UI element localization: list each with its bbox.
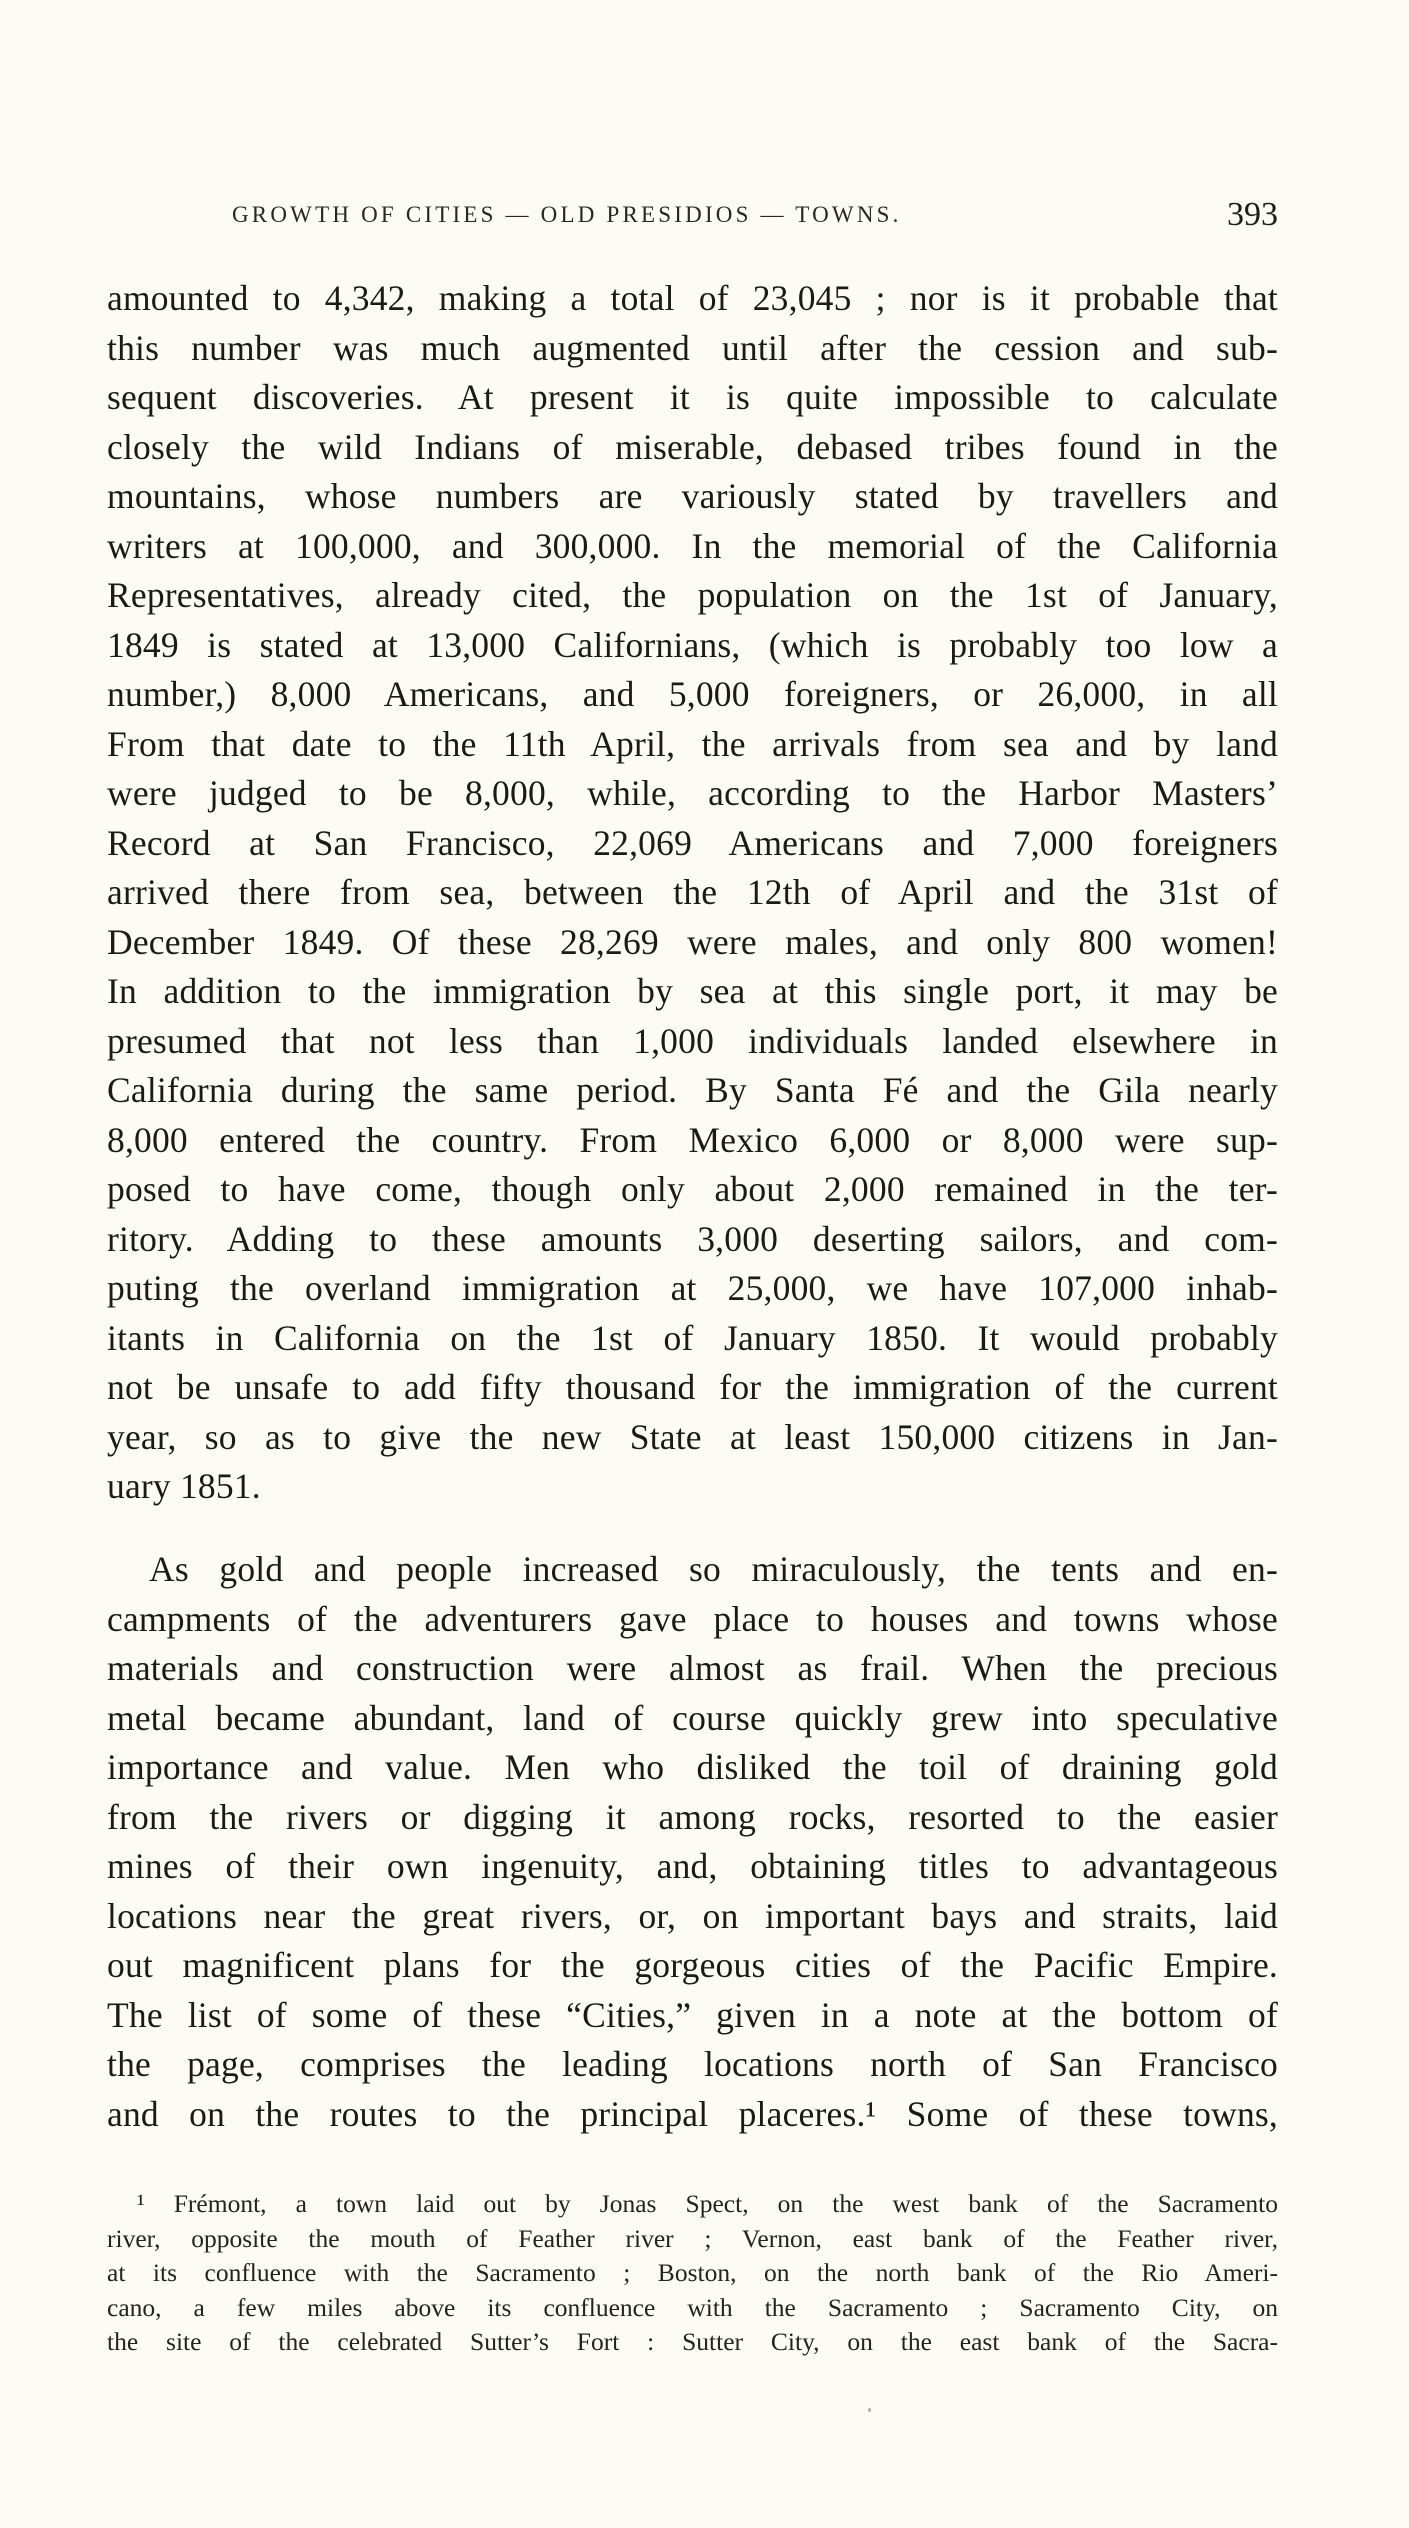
text-line: were judged to be 8,000, while, according to the Harbor Masters’ [107,773,1278,813]
footnote-line: cano, a few miles above its confluence with the Sacramento ; Sacramento City, on [107,2292,1278,2322]
footnote-line: ¹ Frémont, a town laid out by Jonas Spect, on the west bank of the Sacramento [137,2189,1278,2218]
text-line: importance and value. Men who disliked the toil of draining gold [107,1747,1278,1787]
text-line: closely the wild Indians of miserable, debased tribes found in the [107,426,1278,467]
running-title: GROWTH OF CITIES — OLD PRESIDIOS — TOWNS. [232,202,902,227]
paper-speck [868,2408,871,2412]
text-line: mines of their own ingenuity, and, obtaining titles to advantageous [107,1846,1278,1886]
text-line: materials and construction were almost as frail. When the precious [107,1648,1278,1688]
text-line: As gold and people increased so miraculously, the tents and en- [149,1549,1278,1589]
footnote-line: river, opposite the mouth of Feather river ; Vernon, east bank of the Feather river, [107,2223,1278,2253]
text-line: From that date to the 11th April, the arrivals from sea and by land [107,723,1278,764]
text-line: metal became abundant, land of course quickly grew into speculative [107,1697,1278,1738]
paragraph-population [107,274,1278,1512]
paragraph-towns [107,1545,1278,2139]
running-head [232,196,1278,244]
text-line: California during the same period. By Santa Fé and the Gila nearly [107,1070,1278,1110]
text-line: arrived there from sea, between the 12th of April and the 31st of [107,872,1278,912]
text-line: sequent discoveries. At present it is quite impossible to calculate [107,377,1278,417]
text-line: Record at San Francisco, 22,069 Americans and 7,000 foreigners [107,822,1278,863]
page-number: 393 [1227,196,1278,233]
text-line: uary 1851. [107,1466,261,1506]
text-line: mountains, whose numbers are variously stated by travellers and [107,476,1278,516]
text-line: year, so as to give the new State at least 150,000 citizens in Jan- [107,1416,1278,1457]
text-line: this number was much augmented until after the cession and sub- [107,327,1278,368]
text-line: from the rivers or digging it among rocks, resorted to the easier [107,1796,1278,1837]
text-line: the page, comprises the leading locations north of San Francisco [107,2044,1278,2084]
text-line: writers at 100,000, and 300,000. In the memorial of the California [107,525,1278,566]
text-line: not be unsafe to add fifty thousand for the immigration of the current [107,1367,1278,1407]
text-line: Representatives, already cited, the population on the 1st of January, [107,575,1278,615]
text-line: ritory. Adding to these amounts 3,000 deserting sailors, and com- [107,1218,1278,1259]
footnote-line: the site of the celebrated Sutter’s Fort : Sutter City, on the east bank of the Sacra- [107,2327,1278,2356]
text-line: out magnificent plans for the gorgeous cities of the Pacific Empire. [107,1945,1278,1985]
text-line: December 1849. Of these 28,269 were males, and only 800 women! [107,921,1278,962]
text-line: and on the routes to the principal placeres.¹ Some of these towns, [107,2093,1278,2134]
text-line: presumed that not less than 1,000 individuals landed elsewhere in [107,1020,1278,1061]
text-line: number,) 8,000 Americans, and 5,000 foreigners, or 26,000, in all [107,674,1278,714]
footnote-line: at its confluence with the Sacramento ; Boston, on the north bank of the Rio Ameri- [107,2258,1278,2287]
text-line: itants in California on the 1st of January 1850. It would probably [107,1317,1278,1358]
text-line: amounted to 4,342, making a total of 23,045 ; nor is it probable that [107,278,1278,318]
text-line: posed to have come, though only about 2,000 remained in the ter- [107,1169,1278,1209]
text-line: 1849 is stated at 13,000 Californians, (which is probably too low a [107,624,1278,665]
text-line: campments of the adventurers gave place to houses and towns whose [107,1598,1278,1639]
text-line: In addition to the immigration by sea at this single port, it may be [107,971,1278,1011]
text-line: The list of some of these “Cities,” given in a note at the bottom of [107,1994,1278,2035]
footnote [107,2187,1278,2360]
text-line: 8,000 entered the country. From Mexico 6,000 or 8,000 were sup- [107,1119,1278,1160]
text-line: locations near the great rivers, or, on important bays and straits, laid [107,1895,1278,1936]
text-line: puting the overland immigration at 25,000, we have 107,000 inhab- [107,1268,1278,1308]
